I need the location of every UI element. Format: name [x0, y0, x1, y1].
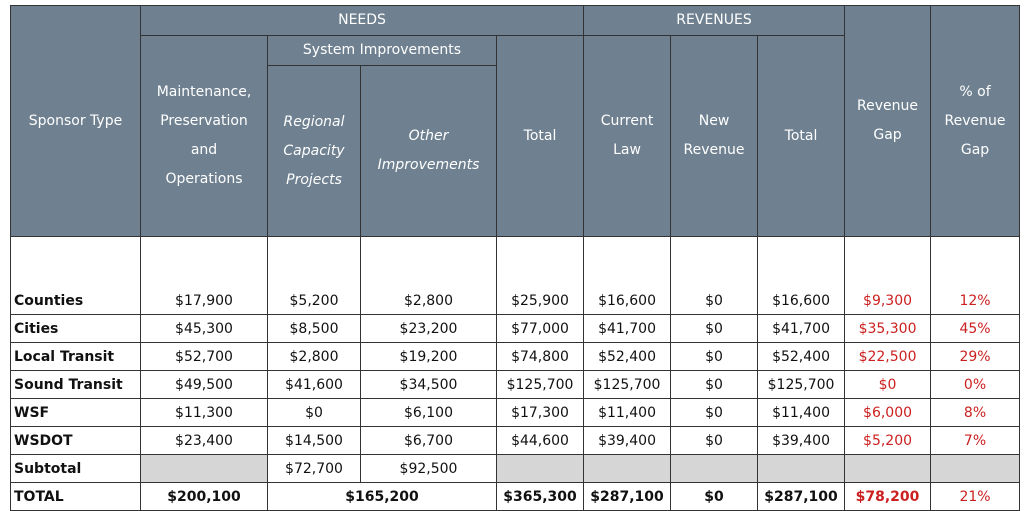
cell-needs-total: $125,700 [497, 371, 584, 399]
cell-maintenance: $52,700 [141, 343, 268, 371]
cell-new-revenue: $0 [671, 315, 758, 343]
cell-revenues-total: $125,700 [758, 371, 845, 399]
cell-revenues-total: $39,400 [758, 427, 845, 455]
cell-other: $19,200 [361, 343, 497, 371]
cell-needs-total: $44,600 [497, 427, 584, 455]
cell-total-current-law: $287,100 [584, 483, 671, 511]
cell-needs-total: $17,300 [497, 399, 584, 427]
table-row [11, 237, 1020, 315]
cell-pct-gap: 7% [931, 427, 1020, 455]
col-header-revenues-total: Total [758, 36, 845, 237]
col-header-new-revenue: New Revenue [671, 36, 758, 237]
cell-revenues-total: $16,600 [758, 237, 845, 315]
cell-empty [845, 455, 931, 483]
cell-pct-gap: 0% [931, 371, 1020, 399]
table-row [11, 427, 1020, 455]
cell-revenues-total: $41,700 [758, 315, 845, 343]
cell-new-revenue: $0 [671, 237, 758, 315]
cell-other: $6,100 [361, 399, 497, 427]
cell-current-law: $125,700 [584, 371, 671, 399]
cell-regional: $5,200 [268, 237, 361, 315]
cell-maintenance: $23,400 [141, 427, 268, 455]
cell-regional: $41,600 [268, 371, 361, 399]
total-label: TOTAL [11, 483, 141, 511]
cell-total-new-revenue: $0 [671, 483, 758, 511]
table-row [11, 399, 1020, 427]
cell-new-revenue: $0 [671, 343, 758, 371]
cell-regional: $14,500 [268, 427, 361, 455]
cell-empty [931, 455, 1020, 483]
cell-empty [758, 455, 845, 483]
cell-pct-gap: 45% [931, 315, 1020, 343]
cell-total-revenue-gap: $78,200 [845, 483, 931, 511]
cell-new-revenue: $0 [671, 399, 758, 427]
cell-total-pct-gap: 21% [931, 483, 1020, 511]
cell-pct-gap: 8% [931, 399, 1020, 427]
cell-needs-total: $25,900 [497, 237, 584, 315]
row-label: Counties [11, 237, 141, 315]
cell-pct-gap: 12% [931, 237, 1020, 315]
cell-maintenance: $17,900 [141, 237, 268, 315]
cell-other: $6,700 [361, 427, 497, 455]
group-header-needs: NEEDS [141, 6, 584, 36]
row-label: Local Transit [11, 343, 141, 371]
cell-revenue-gap: $22,500 [845, 343, 931, 371]
cell-maintenance: $11,300 [141, 399, 268, 427]
cell-other: $2,800 [361, 237, 497, 315]
cell-revenue-gap: $0 [845, 371, 931, 399]
cell-current-law: $16,600 [584, 237, 671, 315]
cell-total-needs: $365,300 [497, 483, 584, 511]
subtotal-label: Subtotal [11, 455, 141, 483]
col-header-regional-capacity: Regional Capacity Projects [268, 66, 361, 237]
cell-new-revenue: $0 [671, 427, 758, 455]
col-header-pct-revenue-gap: % of Revenue Gap [931, 6, 1020, 237]
cell-other: $34,500 [361, 371, 497, 399]
cell-revenue-gap: $5,200 [845, 427, 931, 455]
subtotal-row [11, 455, 1020, 483]
cell-current-law: $41,700 [584, 315, 671, 343]
cell-revenues-total: $11,400 [758, 399, 845, 427]
cell-subtotal-other: $92,500 [361, 455, 497, 483]
cell-regional: $0 [268, 399, 361, 427]
cell-new-revenue: $0 [671, 371, 758, 399]
col-header-needs-total: Total [497, 36, 584, 237]
col-header-maintenance: Maintenance, Preservation and Operations [141, 36, 268, 237]
cell-empty [671, 455, 758, 483]
col-header-sponsor-type: Sponsor Type [11, 6, 141, 237]
cell-revenue-gap: $35,300 [845, 315, 931, 343]
cell-current-law: $52,400 [584, 343, 671, 371]
col-header-current-law: Current Law [584, 36, 671, 237]
cell-empty [584, 455, 671, 483]
cell-other: $23,200 [361, 315, 497, 343]
table-row [11, 343, 1020, 371]
cell-total-system-improvements: $165,200 [268, 483, 497, 511]
row-label: WSF [11, 399, 141, 427]
cell-pct-gap: 29% [931, 343, 1020, 371]
col-header-revenue-gap: Revenue Gap [845, 6, 931, 237]
needs-revenues-table [10, 5, 1020, 511]
cell-revenue-gap: $6,000 [845, 399, 931, 427]
row-label: WSDOT [11, 427, 141, 455]
cell-empty [141, 455, 268, 483]
cell-maintenance: $45,300 [141, 315, 268, 343]
cell-maintenance: $49,500 [141, 371, 268, 399]
cell-current-law: $39,400 [584, 427, 671, 455]
row-label: Sound Transit [11, 371, 141, 399]
cell-total-revenues: $287,100 [758, 483, 845, 511]
cell-revenues-total: $52,400 [758, 343, 845, 371]
cell-regional: $8,500 [268, 315, 361, 343]
cell-subtotal-regional: $72,700 [268, 455, 361, 483]
cell-current-law: $11,400 [584, 399, 671, 427]
cell-regional: $2,800 [268, 343, 361, 371]
cell-needs-total: $74,800 [497, 343, 584, 371]
col-header-other-improvements: Other Improvements [361, 66, 497, 237]
cell-revenue-gap: $9,300 [845, 237, 931, 315]
cell-empty [497, 455, 584, 483]
cell-needs-total: $77,000 [497, 315, 584, 343]
total-row [11, 483, 1020, 511]
table-row [11, 371, 1020, 399]
table-row [11, 315, 1020, 343]
cell-total-maintenance: $200,100 [141, 483, 268, 511]
needs-revenues-table-wrapper [10, 5, 1019, 511]
row-label: Cities [11, 315, 141, 343]
group-header-revenues: REVENUES [584, 6, 845, 36]
group-header-system-improvements: System Improvements [268, 36, 497, 66]
